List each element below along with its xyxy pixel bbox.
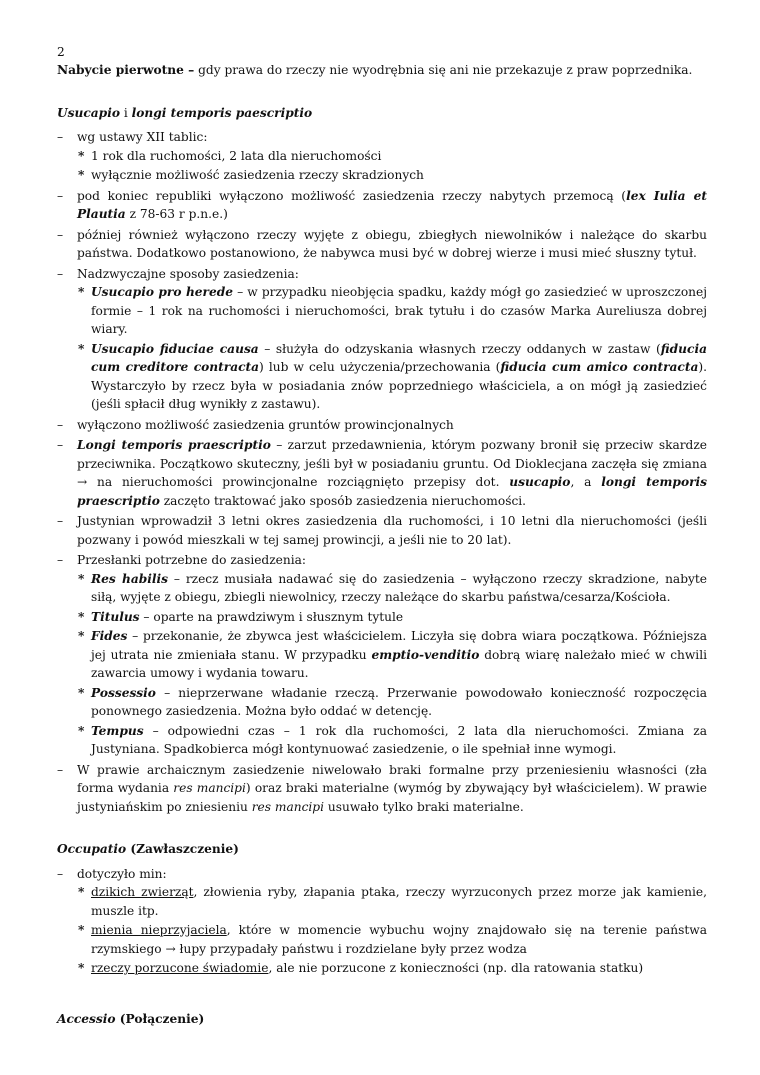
list-item: * mienia nieprzyjaciela, które w momencie wybuchu wojny znajdowało się na terenie państwa rzymskiego → łupy przypadały państwu i rozdzielane były przez wodza [77, 921, 707, 958]
list-item: * rzeczy porzucone świadomie, ale nie porzucone z konieczności (np. dla ratowania statku) [77, 959, 707, 978]
usucapio-heading: Usucapio i longi temporis paescriptio [57, 105, 313, 120]
list-item: – wyłączono możliwość zasiedzenia gruntów prowincjonalnych [57, 416, 707, 435]
list-item: * Tempus – odpowiedni czas – 1 rok dla ruchomości, 2 lata dla nieruchomości. Zmiana za Justyniana. Spadkobierca mógł kontynuować zasiedzenie, o ile spełniał inne wymogi. [77, 722, 707, 759]
list-item: * Usucapio pro herede – w przypadku nieobjęcia spadku, każdy mógł go zasiedzieć w uproszczonej formie – 1 rok na ruchomości i nieruchomości, brak tytułu i do czasów Marka Aureliusza dobrej wiary. [77, 283, 707, 339]
list-item: * Fides – przekonanie, że zbywca jest właścicielem. Liczyła się dobra wiara początkowa. Późniejsza jej utrata nie zmieniała stanu. W przypadku emptio-venditio dobrą wiarę należało mieć w chwili zawarcia umowy i wydania towaru. [77, 627, 707, 683]
list-item: – Justynian wprowadził 3 letni okres zasiedzenia dla ruchomości, i 10 letni dla nieruchomości (jeśli pozwany i powód mieszkali w tej samej prowincji, a jeśli nie to 20 lat). [57, 512, 707, 549]
list-item: * 1 rok dla ruchomości, 2 lata dla nieruchomości [77, 147, 707, 166]
list-item: * Usucapio fiduciae causa – służyła do odzyskania własnych rzeczy oddanych w zastaw (fiducia cum creditore contracta) lub w celu użyczenia/przechowania (fiducia cum amico contracta). Wystarczyło by rzecz była w posiadania znów poprzedniego właściciela, a on mógł ją zasiedzieć (jeśli spłacił dług wynikły z zastawu). [77, 340, 707, 414]
list-item: – później również wyłączono rzeczy wyjęte z obiegu, zbiegłych niewolników i należące do skarbu państwa. Dodatkowo postanowiono, że nabywca musi być w dobrej wierze i musi mieć słuszny tytuł. [57, 226, 707, 263]
list-item: – W prawie archaicznym zasiedzenie niwelowało braki formalne przy przeniesieniu własności (zła forma wydania res mancipi) oraz braki materialne (wymóg by zbywający był właścicielem). W prawie justyniańskim po zniesieniu res mancipi usuwało tylko braki materialne. [57, 761, 707, 817]
occupatio-heading: Occupatio (Zawłaszczenie) [57, 842, 239, 856]
list-item: * Possessio – nieprzerwane władanie rzeczą. Przerwanie powodowało konieczność rozpoczęcia ponownego zasiedzenia. Można było oddać w detencję. [77, 684, 707, 721]
list-item: * dzikich zwierząt, złowienia ryby, złapania ptaka, rzeczy wyrzuconych przez morze jak kamienie, muszle itp. [77, 883, 707, 920]
list-item: – pod koniec republiki wyłączono możliwość zasiedzenia rzeczy nabytych przemocą (lex Iulia et Plautia z 78-63 r p.n.e.) [57, 187, 707, 224]
list-item: – Przesłanki potrzebne do zasiedzenia: * Res habilis – rzecz musiała nadawać się do zasiedzenia – wyłączono rzeczy skradzione, nabyte siłą, wyjęte z obiegu, zbiegli niewolnicy, rzeczy należące do skarbu państwa/cesarza/Kościoła. * Titulus – oparte na prawdziwym i słusznym tytule * Fides – przekonanie, że zbywca jest właścicielem. Liczyła się dobra wiara początkowa. Późniejsza jej utrata nie zmieniała stanu. W przypadku emptio-venditio dobrą wiarę należało mieć w chwili zawarcia umowy i wydania towaru. * Possessio – nieprzerwane władanie rzeczą. Przerwanie powodowało konieczność rozpoczęcia ponownego zasiedzenia. Można było oddać w detencję. * Tempus – odpowiedni czas – 1 rok dla ruchomości, 2 lata dla nieruchomości. Zmiana za Justyniana. Spadkobierca mógł kontynuować zasiedzenie, o ile spełniał inne wymogi. [57, 551, 707, 759]
usucapio-list [57, 128, 707, 816]
intro-paragraph [57, 61, 707, 80]
document-page [57, 43, 707, 1034]
list-item: * Res habilis – rzecz musiała nadawać się do zasiedzenia – wyłączono rzeczy skradzione, nabyte siłą, wyjęte z obiegu, zbiegli niewolnicy, rzeczy należące do skarbu państwa/cesarza/Kościoła. [77, 570, 707, 607]
list-item: * wyłącznie możliwość zasiedzenia rzeczy skradzionych [77, 166, 707, 185]
page-number: 2 [57, 45, 65, 59]
intro-text: gdy prawa do rzeczy nie wyodrębnia się ani nie przekazuje z praw poprzednika. [194, 63, 693, 77]
accessio-heading: Accessio (Połączenie) [57, 1011, 205, 1026]
occupatio-list [57, 865, 707, 978]
sub-list [77, 283, 707, 414]
sub-list [77, 147, 707, 185]
list-item: – wg ustawy XII tablic: * 1 rok dla ruchomości, 2 lata dla nieruchomości * wyłącznie możliwość zasiedzenia rzeczy skradzionych [57, 128, 707, 185]
list-item: – Nadzwyczajne sposoby zasiedzenia: * Usucapio pro herede – w przypadku nieobjęcia spadku, każdy mógł go zasiedzieć w uproszczonej formie – 1 rok na ruchomości i nieruchomości, brak tytułu i do czasów Marka Aureliusza dobrej wiary. * Usucapio fiduciae causa – służyła do odzyskania własnych rzeczy oddanych w zastaw (fiducia cum creditore contracta) lub w celu użyczenia/przechowania (fiducia cum amico contracta). Wystarczyło by rzecz była w posiadania znów poprzedniego właściciela, a on mógł ją zasiedzieć (jeśli spłacił dług wynikły z zastawu). [57, 265, 707, 414]
intro-term: Nabycie pierwotne – [57, 63, 195, 77]
list-item: – dotyczyło min: * dzikich zwierząt, złowienia ryby, złapania ptaka, rzeczy wyrzuconych przez morze jak kamienie, muszle itp. * mienia nieprzyjaciela, które w momencie wybuchu wojny znajdowało się na terenie państwa rzymskiego → łupy przypadały państwu i rozdzielane były przez wodza * rzeczy porzucone świadomie, ale nie porzucone z konieczności (np. dla ratowania statku) [57, 865, 707, 978]
list-item: * Titulus – oparte na prawdziwym i słusznym tytule [77, 608, 707, 627]
list-item: – Longi temporis praescriptio – zarzut przedawnienia, którym pozwany bronił się przeciw skardze przeciwnika. Początkowo skuteczny, jeśli był w posiadaniu gruntu. Od Dioklecjana zaczęła się zmiana → na nieruchomości prowincjonalne rozciągnięto przepisy dot. usucapio, a longi temporis praescriptio zaczęto traktować jako sposób zasiedzenia nieruchomości. [57, 436, 707, 510]
sub-list [77, 570, 707, 759]
sub-list [77, 883, 707, 978]
